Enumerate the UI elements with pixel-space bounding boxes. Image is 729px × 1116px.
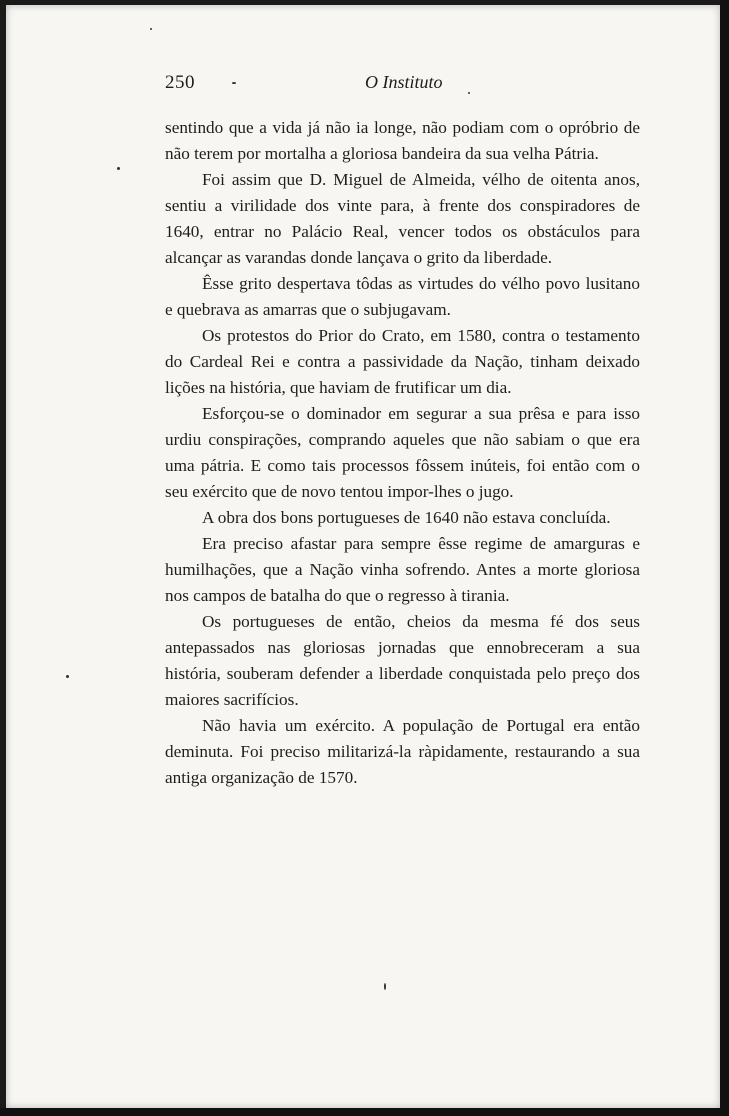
paragraph: Foi assim que D. Miguel de Almeida, vélho de oitenta anos, sentiu a virilidade dos vinte para, à frente dos conspiradores de 1640, entrar no Palácio Real, vencer todos os obstáculos para alcançar as varandas donde lançava o grito da liberdade.	[165, 170, 640, 267]
paragraph: Esforçou-se o dominador em segurar a sua prêsa e para isso urdiu conspirações, comprando aqueles que não sabiam o que era uma pátria. E como tais processos fôssem inúteis, foi então com o seu exército que de novo tentou impor-lhes o jugo.	[165, 404, 640, 501]
speck	[150, 28, 152, 30]
body-text	[165, 115, 640, 791]
speck	[66, 675, 69, 678]
page-header	[165, 72, 640, 96]
paragraph: sentindo que a vida já não ia longe, não podiam com o opróbrio de não terem por mortalha a gloriosa bandeira da sua velha Pátria.	[165, 118, 640, 163]
paragraph: A obra dos bons portugueses de 1640 não estava concluída.	[202, 508, 611, 527]
speck	[232, 82, 236, 84]
scan-border-bottom	[0, 1108, 729, 1116]
running-title: O Instituto	[365, 72, 443, 92]
paragraph: Os portugueses de então, cheios da mesma fé dos seus antepassados nas gloriosas jornadas que ennobreceram a sua história, souberam defender a liberdade conquistada pelo preço dos maiores sacrifícios.	[165, 612, 640, 709]
scan-border-right	[720, 0, 729, 1116]
paragraph: Não havia um exército. A população de Portugal era então deminuta. Foi preciso militarizá-la ràpidamente, restaurando a sua antiga organização de 1570.	[165, 716, 640, 787]
paragraph: Êsse grito despertava tôdas as virtudes do vélho povo lusitano e quebrava as amarras que o subjugavam.	[165, 274, 640, 319]
speck	[468, 92, 470, 94]
paragraph: Os protestos do Prior do Crato, em 1580, contra o testamento do Cardeal Rei e contra a passividade da Nação, tinham deixado lições na história, que haviam de frutificar um dia.	[165, 326, 640, 397]
speck	[117, 167, 120, 170]
paragraph: Era preciso afastar para sempre êsse regime de amarguras e humilhações, que a Nação vinha sofrendo. Antes a morte gloriosa nos campos de batalha do que o regresso à tirania.	[165, 534, 640, 605]
page-number: 250	[165, 72, 195, 93]
speck	[384, 983, 386, 990]
